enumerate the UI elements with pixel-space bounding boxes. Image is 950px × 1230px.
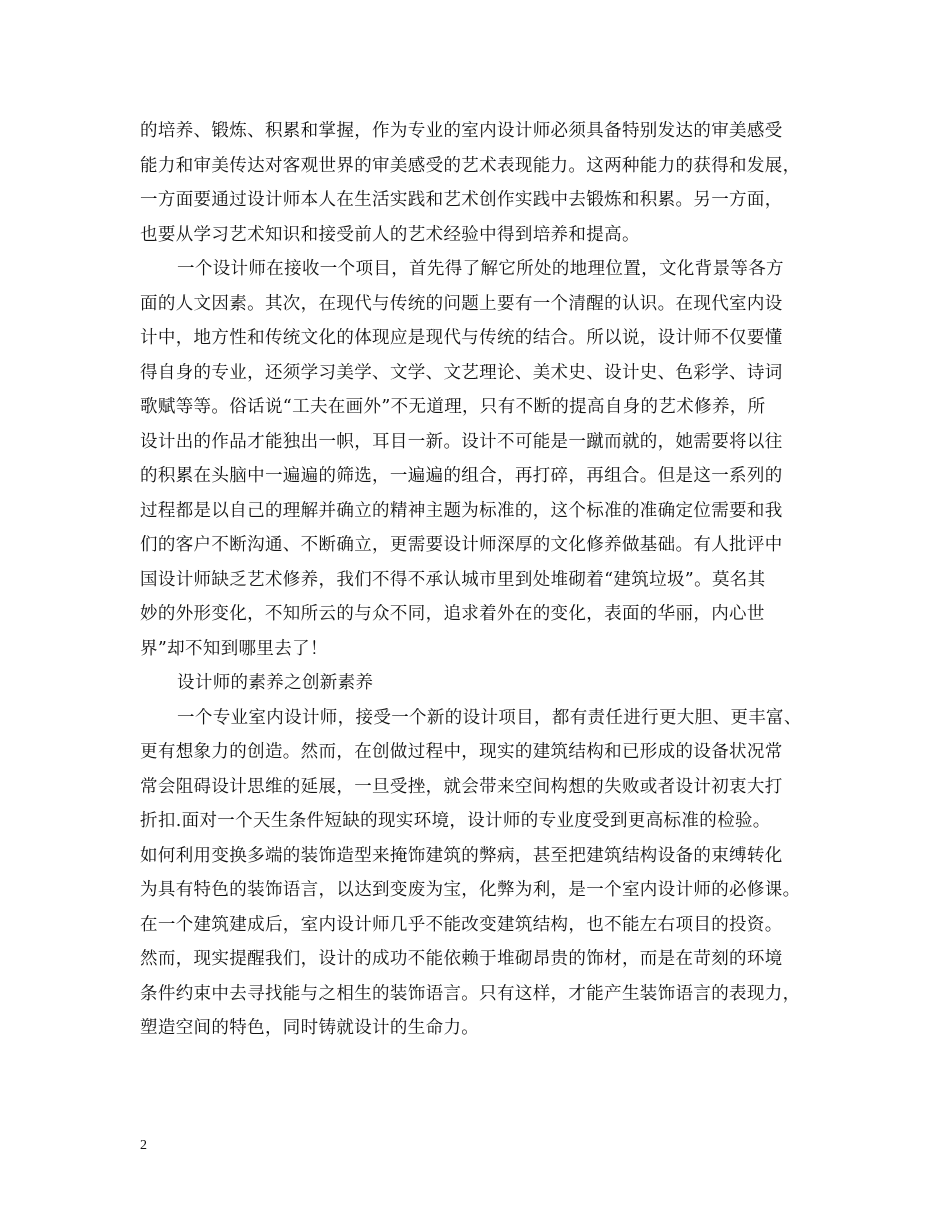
text-line: 折扣.面对一个天生条件短缺的现实环境，设计师的专业度受到更高标准的检验。 (140, 811, 771, 831)
text-line: 能力和审美传达对客观世界的审美感受的艺术表现能力。这两种能力的获得和发展， (140, 155, 801, 176)
text-line: 的培养、锻炼、积累和掌握，作为专业的室内设计师必须具备特别发达的审美感受 (140, 121, 783, 141)
page-number: 2 (140, 1138, 147, 1153)
text-line: 塑造空间的特色，同时铸就设计的生命力。 (140, 1018, 480, 1038)
text-line: 界”却不知到哪里去了！ (140, 638, 328, 659)
text-line: 一方面要通过设计师本人在生活实践和艺术创作实践中去锻炼和积累。另一方面， (140, 190, 783, 210)
text-line: 条件约束中去寻找能与之相生的装饰语言。只有这样，才能产生装饰语言的表现力， (140, 983, 801, 1004)
text-line: 得自身的专业，还须学习美学、文学、文艺理论、美术史、设计史、色彩学、诗词 (140, 362, 783, 383)
text-line: 的积累在头脑中一遍遍的筛选，一遍遍的组合，再打碎，再组合。但是这一系列的 (140, 466, 783, 486)
text-line: 一个专业室内设计师，接受一个新的设计项目，都有责任进行更大胆、更丰富、 (177, 707, 802, 728)
text-line: 然而，现实提醒我们，设计的成功不能依赖于堆砌昂贵的饰材，而是在苛刻的环境 (140, 949, 783, 969)
text-line: 也要从学习艺术知识和接受前人的艺术经验中得到培养和提高。 (140, 224, 640, 245)
text-line: 如何利用变换多端的装饰造型来掩饰建筑的弊病，甚至把建筑结构设备的束缚转化 (140, 845, 783, 866)
text-line: 歌赋等等。俗话说“工夫在画外”不无道理，只有不断的提高自身的艺术修养，所 (140, 397, 766, 417)
text-line: 妙的外形变化，不知所云的与众不同，追求着外在的变化，表面的华丽，内心世 (140, 604, 765, 624)
text-line: 一个设计师在接收一个项目，首先得了解它所处的地理位置，文化背景等各方 (177, 259, 784, 279)
body-text (140, 116, 830, 1048)
text-line: 为具有特色的装饰语言，以达到变废为宝，化弊为利，是一个室内设计师的必修课。 (140, 880, 801, 900)
text-line: 国设计师缺乏艺术修养，我们不得不承认城市里到处堆砌着“建筑垃圾”。莫名其 (140, 569, 766, 590)
text-line: 计中，地方性和传统文化的体现应是现代与传统的结合。所以说，设计师不仅要懂 (140, 328, 783, 348)
text-line: 过程都是以自己的理解并确立的精神主题为标准的，这个标准的准确定位需要和我 (140, 500, 783, 521)
text-line: 设计师的素养之创新素养 (177, 673, 374, 693)
text-line: 更有想象力的创造。然而，在创做过程中，现实的建筑结构和已形成的设备状况常 (140, 742, 783, 762)
text-line: 在一个建筑建成后，室内设计师几乎不能改变建筑结构，也不能左右项目的投资。 (140, 914, 783, 935)
text-line: 面的人文因素。其次，在现代与传统的问题上要有一个清醒的认识。在现代室内设 (140, 293, 783, 314)
text-line: 设计出的作品才能独出一帜，耳目一新。设计不可能是一蹴而就的，她需要将以往 (140, 431, 783, 452)
text-line: 常会阻碍设计思维的延展，一旦受挫，就会带来空间构想的失败或者设计初衷大打 (140, 776, 783, 797)
text-line: 们的客户不断沟通、不断确立，更需要设计师深厚的文化修养做基础。有人批评中 (140, 535, 783, 555)
